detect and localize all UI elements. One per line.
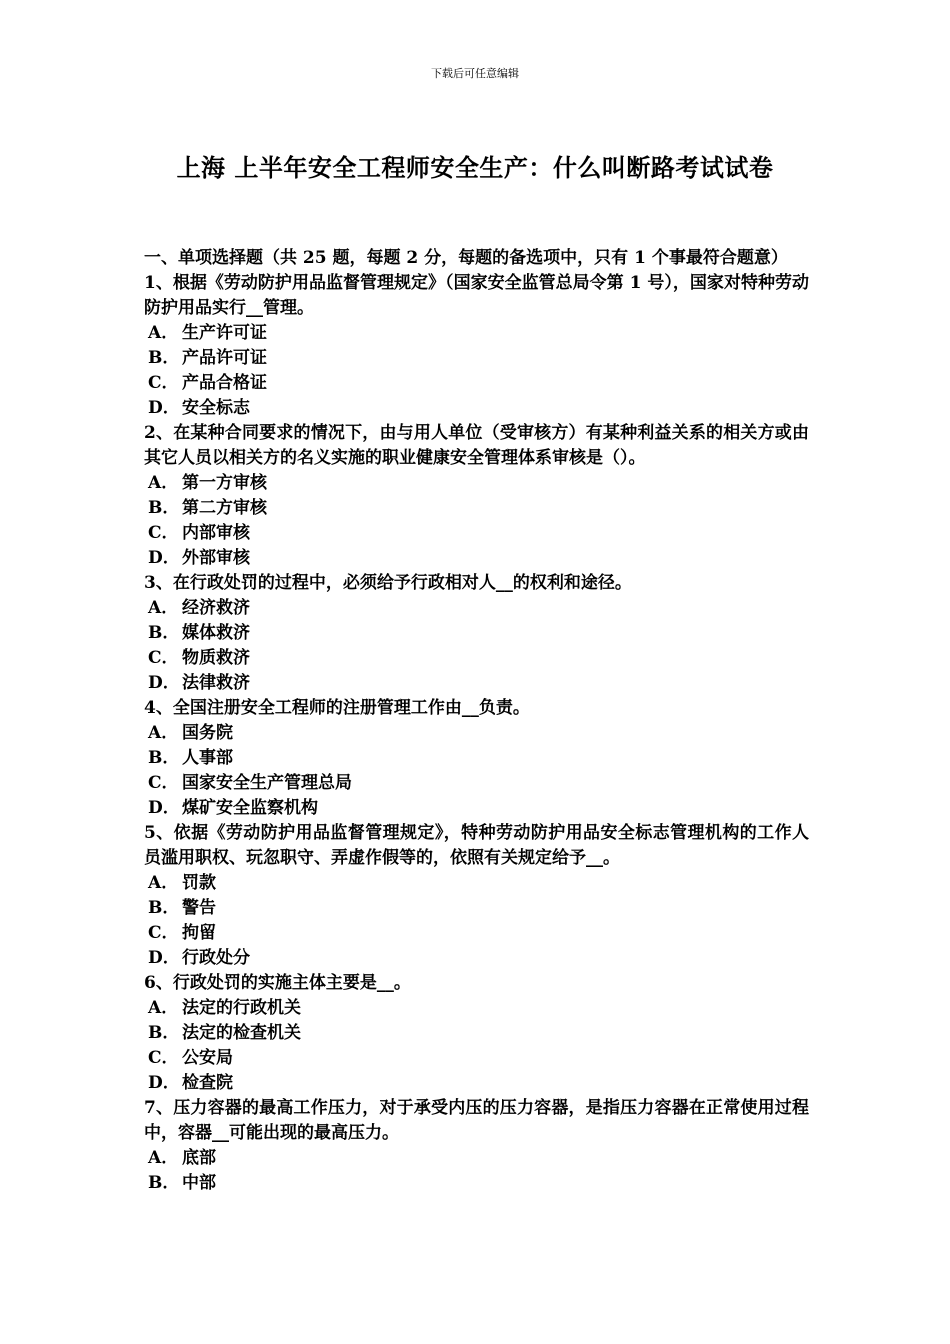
answer-option — [144, 796, 809, 821]
answer-option — [144, 396, 809, 421]
question-block — [144, 271, 809, 421]
option-text: 产品合格证 — [182, 373, 267, 393]
option-text: 生产许可证 — [182, 323, 267, 343]
answer-option — [144, 1021, 809, 1046]
question-block — [144, 421, 809, 571]
option-key: C． — [148, 1048, 179, 1068]
option-text: 拘留 — [182, 923, 216, 943]
question-stem: 5、依据《劳动防护用品监督管理规定》，特种劳动防护用品安全标志管理机构的工作人员滥用职权、玩忽职守、弄虚作假等的，依照有关规定给予__。 — [144, 823, 809, 868]
option-key: C． — [148, 773, 179, 793]
option-text: 法定的检查机关 — [182, 1023, 301, 1043]
option-key: A． — [148, 723, 179, 743]
question-list — [144, 271, 809, 1196]
option-key: A． — [148, 323, 179, 343]
option-key: C． — [148, 373, 179, 393]
option-key: B． — [148, 898, 180, 918]
answer-option — [144, 1146, 809, 1171]
answer-option — [144, 921, 809, 946]
answer-option — [144, 996, 809, 1021]
option-key: D． — [148, 548, 180, 568]
option-key: C． — [148, 648, 179, 668]
answer-option — [144, 771, 809, 796]
answer-option — [144, 521, 809, 546]
option-text: 人事部 — [182, 748, 233, 768]
answer-option — [144, 546, 809, 571]
answer-option — [144, 646, 809, 671]
answer-option — [144, 896, 809, 921]
option-text: 法定的行政机关 — [182, 998, 301, 1018]
option-key: A． — [148, 1148, 179, 1168]
answer-option — [144, 721, 809, 746]
option-text: 第二方审核 — [182, 498, 267, 518]
option-key: B． — [148, 748, 180, 768]
answer-option — [144, 746, 809, 771]
option-key: A． — [148, 998, 179, 1018]
option-key: D． — [148, 798, 180, 818]
document-title: 上海 上半年安全工程师安全生产：什么叫断路考试试卷 — [176, 153, 774, 182]
section-heading: 一、单项选择题（共 25 题，每题 2 分，每题的备选项中，只有 1 个事最符合题意） — [144, 248, 788, 268]
option-key: B． — [148, 498, 180, 518]
option-text: 底部 — [182, 1148, 216, 1168]
answer-option — [144, 871, 809, 896]
option-key: B． — [148, 1023, 180, 1043]
option-key: B． — [148, 623, 180, 643]
option-text: 煤矿安全监察机构 — [182, 798, 318, 818]
option-key: B． — [148, 1173, 180, 1193]
answer-option — [144, 946, 809, 971]
option-key: D． — [148, 948, 180, 968]
option-key: B． — [148, 348, 180, 368]
answer-option — [144, 1071, 809, 1096]
option-text: 法律救济 — [182, 673, 250, 693]
option-key: C． — [148, 523, 179, 543]
question-block — [144, 971, 809, 1096]
option-text: 媒体救济 — [182, 623, 250, 643]
answer-option — [144, 621, 809, 646]
option-text: 产品许可证 — [182, 348, 267, 368]
question-stem: 7、压力容器的最高工作压力，对于承受内压的压力容器，是指压力容器在正常使用过程中，容器__可能出现的最高压力。 — [144, 1098, 809, 1143]
option-text: 国家安全生产管理总局 — [182, 773, 352, 793]
answer-option — [144, 496, 809, 521]
option-key: D． — [148, 1073, 180, 1093]
question-stem: 1、根据《劳动防护用品监督管理规定》（国家安全监管总局令第 1 号），国家对特种劳动防护用品实行__管理。 — [144, 273, 809, 318]
question-stem: 2、在某种合同要求的情况下，由与用人单位（受审核方）有某种利益关系的相关方或由其它人员以相关方的名义实施的职业健康安全管理体系审核是（）。 — [144, 423, 809, 468]
question-stem: 3、在行政处罚的过程中，必须给予行政相对人__的权利和途径。 — [144, 573, 632, 593]
option-text: 内部审核 — [182, 523, 250, 543]
answer-option — [144, 1171, 809, 1196]
option-text: 物质救济 — [182, 648, 250, 668]
answer-option — [144, 471, 809, 496]
answer-option — [144, 371, 809, 396]
question-stem: 6、行政处罚的实施主体主要是__。 — [144, 973, 411, 993]
option-text: 外部审核 — [182, 548, 250, 568]
question-stem: 4、全国注册安全工程师的注册管理工作由__负责。 — [144, 698, 530, 718]
question-block — [144, 821, 809, 971]
option-key: D． — [148, 398, 180, 418]
option-text: 罚款 — [182, 873, 216, 893]
answer-option — [144, 321, 809, 346]
option-key: A． — [148, 873, 179, 893]
option-key: D． — [148, 673, 180, 693]
answer-option — [144, 671, 809, 696]
option-text: 经济救济 — [182, 598, 250, 618]
option-text: 检查院 — [182, 1073, 233, 1093]
option-text: 第一方审核 — [182, 473, 267, 493]
question-block — [144, 1096, 809, 1196]
option-text: 安全标志 — [182, 398, 250, 418]
answer-option — [144, 346, 809, 371]
answer-option — [144, 1046, 809, 1071]
header-note: 下载后可任意编辑 — [431, 67, 519, 80]
option-text: 行政处分 — [182, 948, 250, 968]
option-key: C． — [148, 923, 179, 943]
option-key: A． — [148, 473, 179, 493]
question-block — [144, 571, 809, 696]
document-body — [144, 246, 809, 1196]
question-block — [144, 696, 809, 821]
option-text: 中部 — [182, 1173, 216, 1193]
option-text: 国务院 — [182, 723, 233, 743]
option-text: 警告 — [182, 898, 216, 918]
answer-option — [144, 596, 809, 621]
option-key: A． — [148, 598, 179, 618]
option-text: 公安局 — [182, 1048, 233, 1068]
